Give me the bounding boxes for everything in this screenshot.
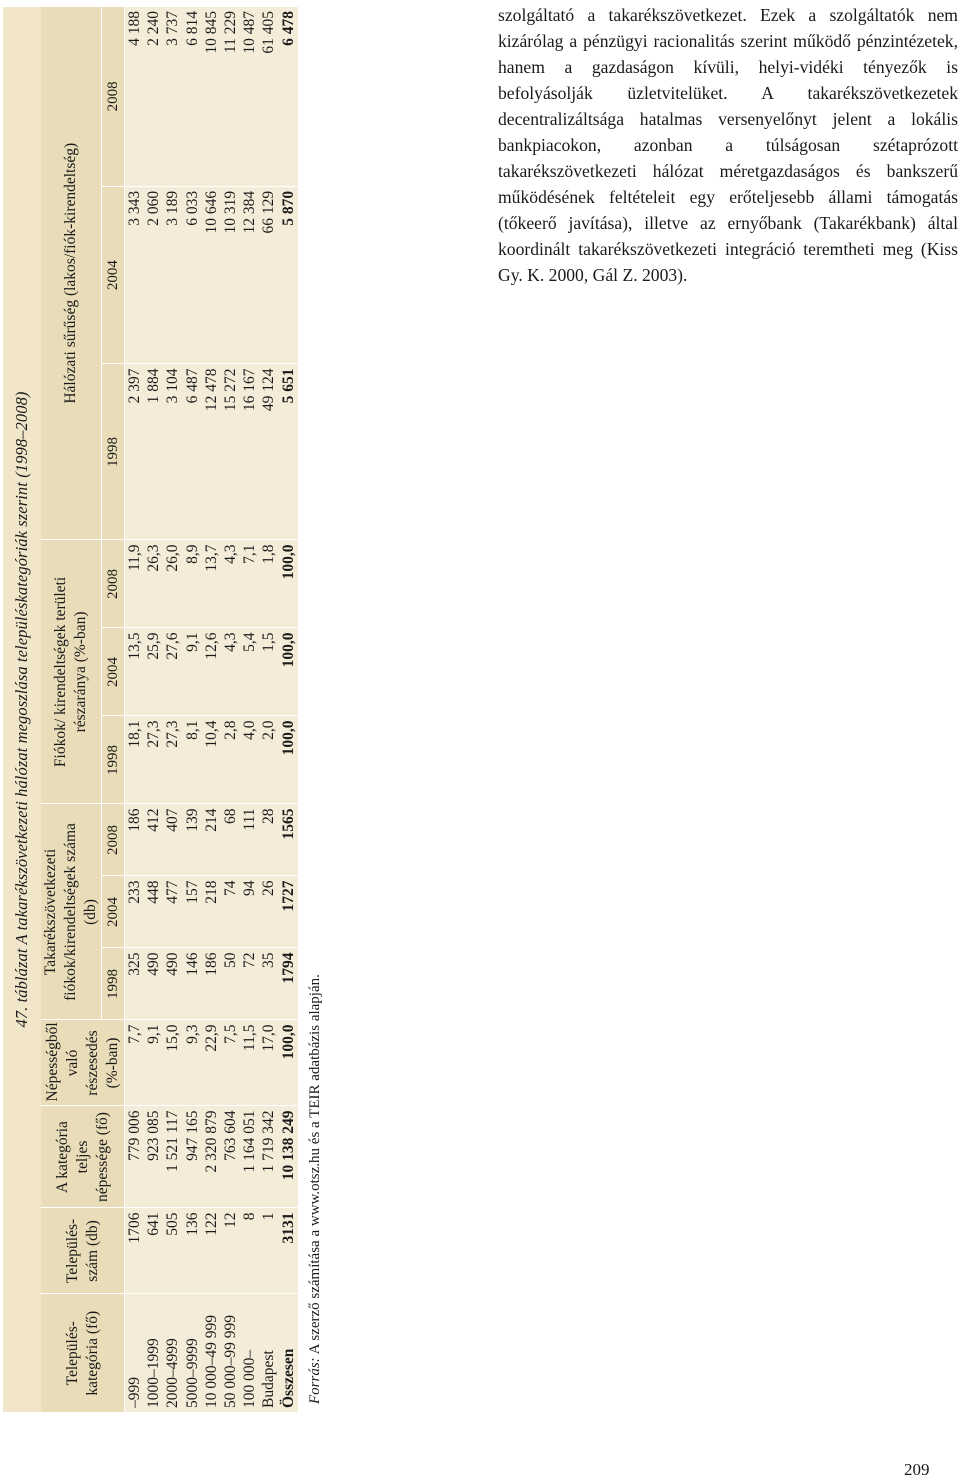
table-cell: 218 [202,876,221,948]
table-cell: 1794 [279,948,298,1020]
table-cell: 12,6 [202,628,221,716]
table-cell: 25,9 [144,628,163,716]
table-cell: 1 884 [144,364,163,540]
table-cell: 27,3 [144,716,163,804]
table-cell: 1000–1999 [144,1294,163,1412]
table-cell: 2 240 [144,7,163,186]
table-cell: 26,0 [163,540,182,628]
table-cell: 27,6 [163,628,182,716]
year-header: 2008 [102,540,125,628]
table-cell: 5000–9999 [183,1294,202,1412]
table-cell: 3 104 [163,364,182,540]
header-branch-share: Fiókok/ kirendeltségek területi részaránya (%-ban) [41,540,102,804]
table-cell: 12 478 [202,364,221,540]
table-cell: 8,1 [183,716,202,804]
table-cell: 3 189 [163,186,182,364]
table-cell: 3131 [279,1208,298,1294]
header-population: A kategória teljes népessége (fő) [41,1106,125,1208]
page-number: 209 [904,1460,930,1479]
table-cell: 1,5 [259,628,278,716]
table-cell: 2 060 [144,186,163,364]
header-row [41,7,102,1412]
table-cell: 22,9 [202,1020,221,1106]
header-settlements: Település-szám (db) [41,1208,125,1294]
table-cell: 3 737 [163,7,182,186]
table-row [259,7,278,1412]
table-cell: 4,3 [221,628,240,716]
table-cell: 1 164 051 [240,1106,259,1208]
table-cell: 10 646 [202,186,221,364]
source-text: A szerző számítása a www.otsz.hu és a TEIR adatbázis alapján. [306,974,323,1358]
table-cell: 139 [183,804,202,876]
table-cell: 27,3 [163,716,182,804]
year-header: 1998 [102,716,125,804]
table-cell: 947 165 [183,1106,202,1208]
table-cell: 779 006 [125,1106,145,1208]
table-cell: 186 [125,804,145,876]
table-row [183,7,202,1412]
table-row [221,7,240,1412]
table-row [240,7,259,1412]
table-cell: 100 000– [240,1294,259,1412]
table-row [202,7,221,1412]
year-header: 2004 [102,628,125,716]
table-cell: 8 [240,1208,259,1294]
table-cell: 15 272 [221,364,240,540]
table-cell: 13,5 [125,628,145,716]
table-cell: 5 651 [279,364,298,540]
table-cell: 10 000–49 999 [202,1294,221,1412]
table-cell: 10 138 249 [279,1106,298,1208]
header-density: Hálózati sűrűség (lakos/fiók-kirendeltség) [41,7,102,540]
table-cell: 157 [183,876,202,948]
table-cell: 233 [125,876,145,948]
table-cell: 94 [240,876,259,948]
table-cell: 4 188 [125,7,145,186]
table-cell: 11 229 [221,7,240,186]
table-cell: 5,4 [240,628,259,716]
table-cell: 12 [221,1208,240,1294]
table-cell: 6 033 [183,186,202,364]
table-cell: 16 167 [240,364,259,540]
table-cell: 7,7 [125,1020,145,1106]
table-caption [3,7,41,1412]
table-cell: 13,7 [202,540,221,628]
table-cell: 5 870 [279,186,298,364]
table-cell: 4,0 [240,716,259,804]
table-cell: 66 129 [259,186,278,364]
table-cell: 72 [240,948,259,1020]
table-cell: 146 [183,948,202,1020]
table-cell: Budapest [259,1294,278,1412]
table-cell: 50 000–99 999 [221,1294,240,1412]
table-cell: 1565 [279,804,298,876]
table-cell: 2,8 [221,716,240,804]
table-cell: 10 487 [240,7,259,186]
table-cell: 35 [259,948,278,1020]
table-body [125,7,298,1412]
rotated-table-block [3,7,373,1412]
table-row [279,7,298,1412]
table-cell: 186 [202,948,221,1020]
table-cell: 2 320 879 [202,1106,221,1208]
table-cell: 448 [144,876,163,948]
table-cell: 136 [183,1208,202,1294]
caption-title: A takarékszövetkezeti hálózat megoszlása településkategóriák szerint (1998–2008) [12,391,31,945]
table-cell: 214 [202,804,221,876]
table-cell: 11,5 [240,1020,259,1106]
table-cell: 6 478 [279,7,298,186]
header-population-share: Népességből való részesedés (%-ban) [41,1020,125,1106]
table-cell: 6 814 [183,7,202,186]
table-cell: 505 [163,1208,182,1294]
table-row [144,7,163,1412]
table-cell: 100,0 [279,1020,298,1106]
header-branches: Takarékszövetkezeti fiókok/kirendeltségek száma (db) [41,804,102,1020]
table-cell: 100,0 [279,716,298,804]
body-paragraph [498,2,958,288]
table-cell: 2,0 [259,716,278,804]
table-cell: 2 397 [125,364,145,540]
table-cell: 18,1 [125,716,145,804]
table-cell: 1 521 117 [163,1106,182,1208]
table-cell: Összesen [279,1294,298,1412]
table-cell: 111 [240,804,259,876]
table-cell: 68 [221,804,240,876]
table-cell: 1727 [279,876,298,948]
table-cell: 61 405 [259,7,278,186]
table-cell: 10,4 [202,716,221,804]
table-cell: 10 845 [202,7,221,186]
table-cell: 325 [125,948,145,1020]
table-cell: 2000–4999 [163,1294,182,1412]
table-cell: 923 085 [144,1106,163,1208]
network-table [41,7,298,1412]
table-cell: 26 [259,876,278,948]
table-cell: 100,0 [279,628,298,716]
table-cell: 9,1 [144,1020,163,1106]
table-cell: 15,0 [163,1020,182,1106]
table-cell: 49 124 [259,364,278,540]
table-cell: 10 319 [221,186,240,364]
table-cell: 412 [144,804,163,876]
year-header: 2008 [102,7,125,186]
header-category: Település-kategória (fő) [41,1294,125,1412]
table-source [304,7,326,1412]
table-cell: 477 [163,876,182,948]
table-cell: 28 [259,804,278,876]
table-cell: 3 343 [125,186,145,364]
table-cell: 8,9 [183,540,202,628]
table-cell: 122 [202,1208,221,1294]
table-cell: 763 604 [221,1106,240,1208]
year-header: 1998 [102,948,125,1020]
table-cell: 26,3 [144,540,163,628]
table-cell: 11,9 [125,540,145,628]
table-cell: 6 487 [183,364,202,540]
year-header: 2004 [102,876,125,948]
source-label: Forrás: [306,1357,323,1404]
year-header: 2008 [102,804,125,876]
body-text: szolgáltató a takarékszövetkezet. Ezek a szolgáltatók nem kizárólag a pénzügyi racionalitás szerint működő pénzintézetek, hanem a gazdaságon kívüli, helyi-vidéki tényezők is befolyásolják üzletvitelüket. A takarékszövetkezetek decentralizáltsága hatalmas versenyelőnyt jelent a lokális bankpiacokon, azonban a túlságosan szétaprózott takarékszövetkezeti hálózat méretgazdaságos és bankszerű működésének feltételeit egy erőteljesebb állami támogatás (tőkeerő javítása), illetve az ernyőbank (Takarékbank) által koordinált takarékszövetkezeti integráció teremtheti meg (Kiss Gy. K. 2000, Gál Z. 2003). [498,5,958,285]
table-cell: 641 [144,1208,163,1294]
table-cell: 4,3 [221,540,240,628]
year-header: 2004 [102,186,125,364]
table-cell: 490 [163,948,182,1020]
table-cell: 9,3 [183,1020,202,1106]
table-cell: –999 [125,1294,145,1412]
caption-label: 47. táblázat [12,948,31,1028]
table-cell: 17,0 [259,1020,278,1106]
table-cell: 12 384 [240,186,259,364]
table-row [125,7,145,1412]
table-cell: 7,1 [240,540,259,628]
table-cell: 1 719 342 [259,1106,278,1208]
table-cell: 1706 [125,1208,145,1294]
table-row [163,7,182,1412]
table-cell: 490 [144,948,163,1020]
table-cell: 7,5 [221,1020,240,1106]
table-cell: 9,1 [183,628,202,716]
year-header: 1998 [102,364,125,540]
table-cell: 100,0 [279,540,298,628]
table-cell: 50 [221,948,240,1020]
table-cell: 1 [259,1208,278,1294]
table-cell: 407 [163,804,182,876]
table-cell: 1,8 [259,540,278,628]
table-cell: 74 [221,876,240,948]
